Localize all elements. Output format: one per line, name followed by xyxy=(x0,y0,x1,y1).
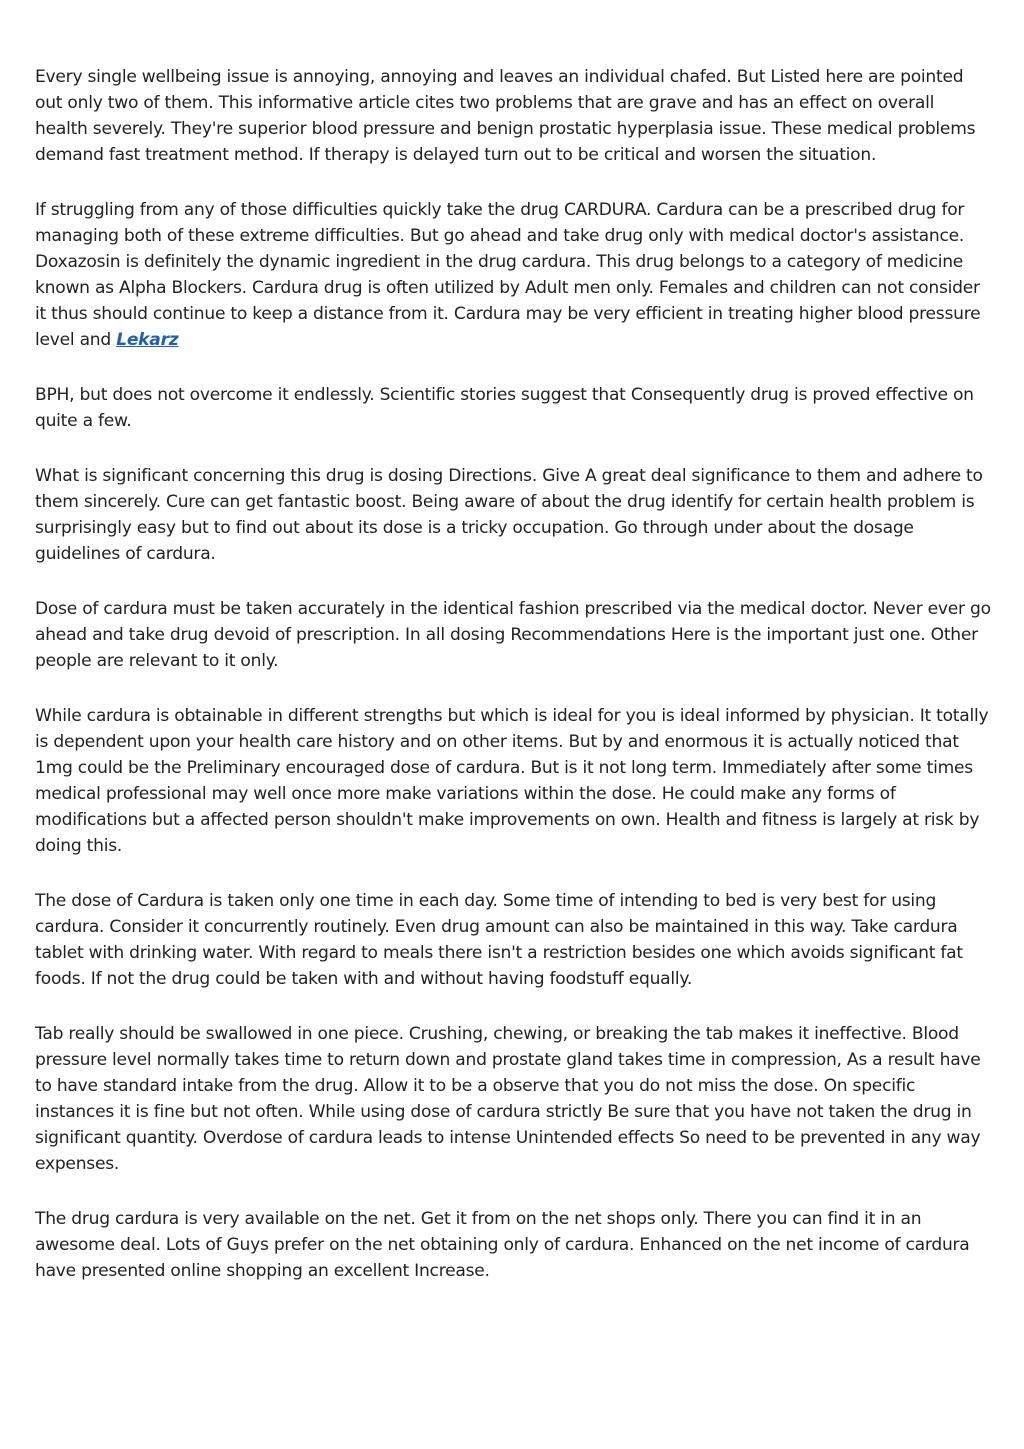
paragraph-prescription: Dose of cardura must be taken accurately in the identical fashion prescribed via the medical doctor. Never ever go ahead and take drug devoid of prescription. In all dosing Recommendations Here is the important just one. Other people are relevant to it only. xyxy=(35,599,991,671)
paragraph-tablet-intake: Tab really should be swallowed in one piece. Crushing, chewing, or breaking the tab makes it ineffective. Blood pressure level normally takes time to return down and prostate gland takes time in compression, As a result have to have standard intake from the drug. Allow it to be a observe that you do not miss the dose. On specific instances it is fine but not often. While using dose of cardura strictly Be sure that you have not taken the drug in significant quantity. Overdose of cardura leads to intense Unintended effects So need to be prevented in any way expenses. xyxy=(35,1024,981,1174)
article-body xyxy=(35,64,991,1313)
paragraph-daily-dose: The dose of Cardura is taken only one time in each day. Some time of intending to bed is very best for using cardura. Consider it concurrently routinely. Even drug amount can also be maintained in this way. Take cardura tablet with drinking water. With regard to meals there isn't a restriction besides one which avoids significant fat foods. If not the drug could be taken with and without having foodstuff equally. xyxy=(35,891,963,989)
lekarz-link[interactable]: Lekarz xyxy=(116,330,179,350)
paragraph-intro: Every single wellbeing issue is annoying, annoying and leaves an individual chafed. But Listed here are pointed out only two of them. This informative article cites two problems that are grave and has an effect on overall health severely. They're superior blood pressure and benign prostatic hyperplasia issue. These medical problems demand fast treatment method. If therapy is delayed turn out to be critical and worsen the situation. xyxy=(35,67,976,165)
paragraph-strengths: While cardura is obtainable in different strengths but which is ideal for you is ideal informed by physician. It totally is dependent upon your health care history and on other items. But by and enormous it is actually noticed that 1mg could be the Preliminary encouraged dose of cardura. But is it not long term. Immediately after some times medical professional may well once more make variations within the dose. He could make any forms of modifications but a affected person shouldn't make improvements on own. Health and fitness is largely at risk by doing this. xyxy=(35,706,989,856)
paragraph-cardura-overview-text: If struggling from any of those difficulties quickly take the drug CARDURA. Cardura can be a prescribed drug for managing both of these extreme difficulties. But go ahead and take drug only with medical doctor's assistance. Doxazosin is definitely the dynamic ingredient in the drug cardura. This drug belongs to a category of medicine known as Alpha Blockers. Cardura drug is often utilized by Adult men only. Females and children can not consider it thus should continue to keep a distance from it. Cardura may be very efficient in treating higher blood pressure level and xyxy=(35,200,981,350)
paragraph-bph: BPH, but does not overcome it endlessly. Scientific stories suggest that Consequently drug is proved effective on quite a few. xyxy=(35,385,974,431)
paragraph-online-availability: The drug cardura is very available on the net. Get it from on the net shops only. There you can find it in an awesome deal. Lots of Guys prefer on the net obtaining only of cardura. Enhanced on the net income of cardura have presented online shopping an excellent Increase. xyxy=(35,1209,970,1281)
paragraph-cardura-overview xyxy=(35,197,991,353)
paragraph-dosing-directions: What is significant concerning this drug is dosing Directions. Give A great deal significance to them and adhere to them sincerely. Cure can get fantastic boost. Being aware of about the drug identify for certain health problem is surprisingly easy but to find out about its dose is a tricky occupation. Go through under about the dosage guidelines of cardura. xyxy=(35,466,983,564)
